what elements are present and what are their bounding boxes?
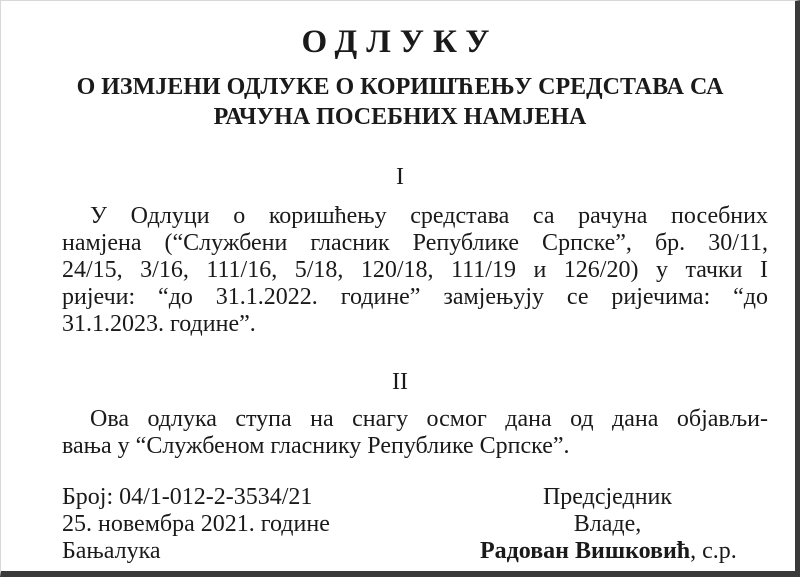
paragraph-line: ријечи: “до 31.1.2022. године” замјењују се ријечима: “до — [62, 284, 768, 310]
paragraph-line: 24/15, 3/16, 111/16, 5/18, 120/18, 111/19 и 126/20) у тачки I — [62, 257, 768, 283]
paragraph-line: У Одлуци о коришћењу средстава са рачуна посебних — [90, 203, 768, 229]
section-1-paragraph — [62, 203, 768, 338]
document-place: Бањалука — [62, 538, 161, 564]
section-number-1: I — [396, 164, 404, 190]
document-number: Број: 04/1-012-2-3534/21 — [62, 484, 313, 510]
subtitle-line: О ИЗМЈЕНИ ОДЛУКЕ О КОРИШЋЕЊУ СРЕДСТАВА СА — [76, 74, 724, 100]
section-2-paragraph — [62, 406, 768, 460]
paragraph-line: 31.1.2023. године”. — [62, 311, 256, 337]
document-title: ОДЛУКУ — [301, 24, 499, 60]
subtitle-line: РАЧУНА ПОСЕБНИХ НАМЈЕНА — [213, 104, 587, 130]
document-reference-block — [62, 484, 330, 565]
signer-name: Радован Вишковић — [480, 538, 691, 564]
paragraph-line: намјена (“Службени гласник Републике Српске”, бр. 30/11, — [62, 230, 768, 256]
signer-title-line1: Предсједник — [542, 484, 673, 510]
signer-title-line2: Владе, — [573, 511, 642, 537]
signature-block — [480, 484, 735, 565]
section-number-2: II — [392, 369, 408, 395]
document-subtitle — [0, 72, 800, 132]
paragraph-line: Ова одлука ступа на снагу осмог дана од дана објављи- — [90, 406, 768, 432]
paragraph-line: вања у “Службеном гласнику Републике Српске”. — [62, 433, 570, 459]
signer-suffix: , с.р. — [690, 538, 737, 564]
signer-line — [480, 538, 735, 565]
document-date: 25. новембра 2021. године — [62, 511, 330, 537]
